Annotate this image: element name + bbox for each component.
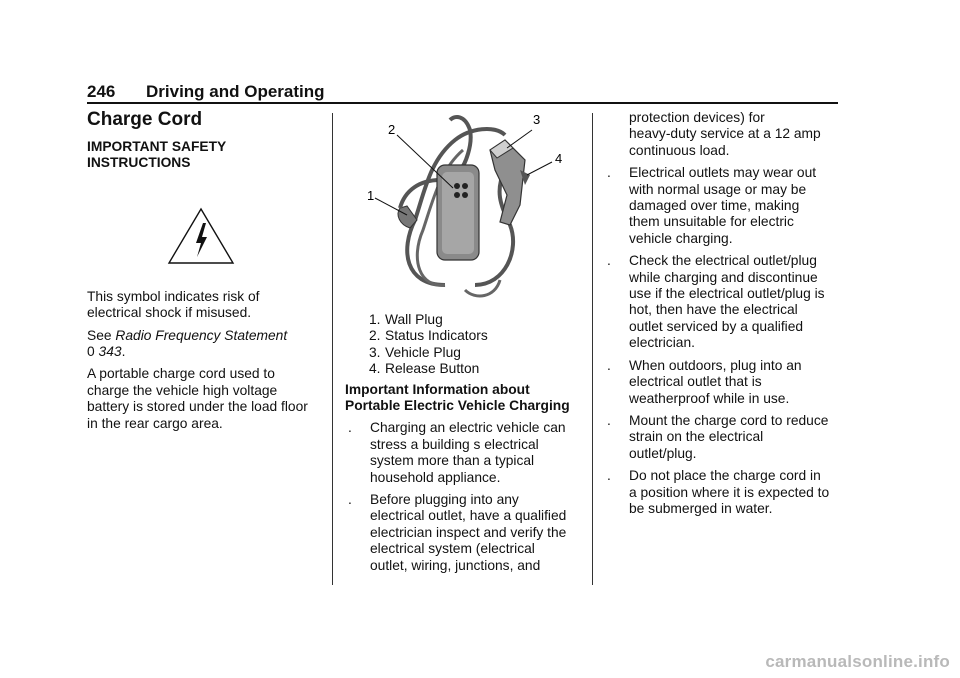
right-column (604, 110, 844, 517)
figure-legend (345, 312, 585, 378)
charge-cord-illustration (345, 110, 585, 310)
callout-1: 1 (367, 188, 375, 203)
bullet-glyph: . (607, 468, 611, 484)
column-divider-1 (332, 113, 333, 585)
bullet-item: . Before plugging into any electrical outlet, have a qualified electrician inspect and verify the electrical system (electrical outlet, wiring, junctions, and (348, 492, 567, 573)
left-column (87, 139, 322, 432)
callout-3: 3 (533, 112, 541, 127)
legend-item: 4. Release Button (369, 361, 480, 377)
legend-item: 2. Status Indicators (369, 328, 488, 344)
symbol-description: This symbol indicates risk of electrical shock if misused. (87, 288, 260, 321)
page-heading: Charge Cord (87, 109, 203, 130)
bullet-glyph: . (348, 492, 352, 508)
see-ref-page: 343 (98, 344, 122, 360)
callout-4: 4 (555, 151, 563, 166)
page-number: 246 (87, 82, 116, 101)
see-reference[interactable]: See Radio Frequency Statement 0 343. (87, 327, 288, 360)
bullet-item: . Electrical outlets may wear out with normal usage or may be damaged over time, making them unsuitable for electric vehicle charging. (607, 165, 817, 246)
safety-subheading: IMPORTANT SAFETY INSTRUCTIONS (87, 139, 227, 171)
charge-cord-paragraph: A portable charge cord used to charge the vehicle high voltage battery is stored under the load floor in the rear cargo area. (87, 366, 308, 431)
bullet-glyph: . (607, 357, 611, 373)
section-title: Driving and Operating (146, 82, 325, 101)
bullet-glyph: . (348, 420, 352, 436)
see-prefix: See (87, 327, 116, 343)
continued-text: protection devices) for heavy-duty service at a 12 amp continuous load. (629, 110, 821, 158)
bullet-glyph: . (607, 165, 611, 181)
legend-item: 1. Wall Plug (369, 312, 443, 327)
header-rule (87, 102, 838, 104)
bullet-glyph: . (607, 253, 611, 269)
bullet-item: . Charging an electric vehicle can stress a building s electrical system more than a typical household appliance. (348, 420, 566, 485)
middle-column (345, 312, 585, 574)
electric-shock-warning-icon (166, 206, 236, 266)
legend-item: 3. Vehicle Plug (369, 344, 461, 360)
ev-charging-subheading: Important Information about Portable Electric Vehicle Charging (345, 381, 570, 414)
bullet-item: . Do not place the charge cord in a position where it is expected to be submerged in water. (607, 468, 830, 516)
bullet-item: . Mount the charge cord to reduce strain on the electrical outlet/plug. (607, 412, 829, 461)
callout-2: 2 (388, 122, 396, 137)
bullet-glyph: . (607, 412, 611, 428)
bullet-item: . When outdoors, plug into an electrical outlet that is weatherproof while in use. (607, 357, 802, 406)
see-ref-title: Radio Frequency Statement (115, 327, 288, 343)
page-ref-glyph: 0 (87, 344, 95, 360)
bullet-item: . Check the electrical outlet/plug while charging and discontinue use if the electrical outlet/plug is hot, then have the electrical outlet serviced by a qualified electrician. (607, 253, 825, 351)
watermark: carmanualsonline.info (765, 652, 950, 671)
column-divider-2 (592, 113, 593, 585)
